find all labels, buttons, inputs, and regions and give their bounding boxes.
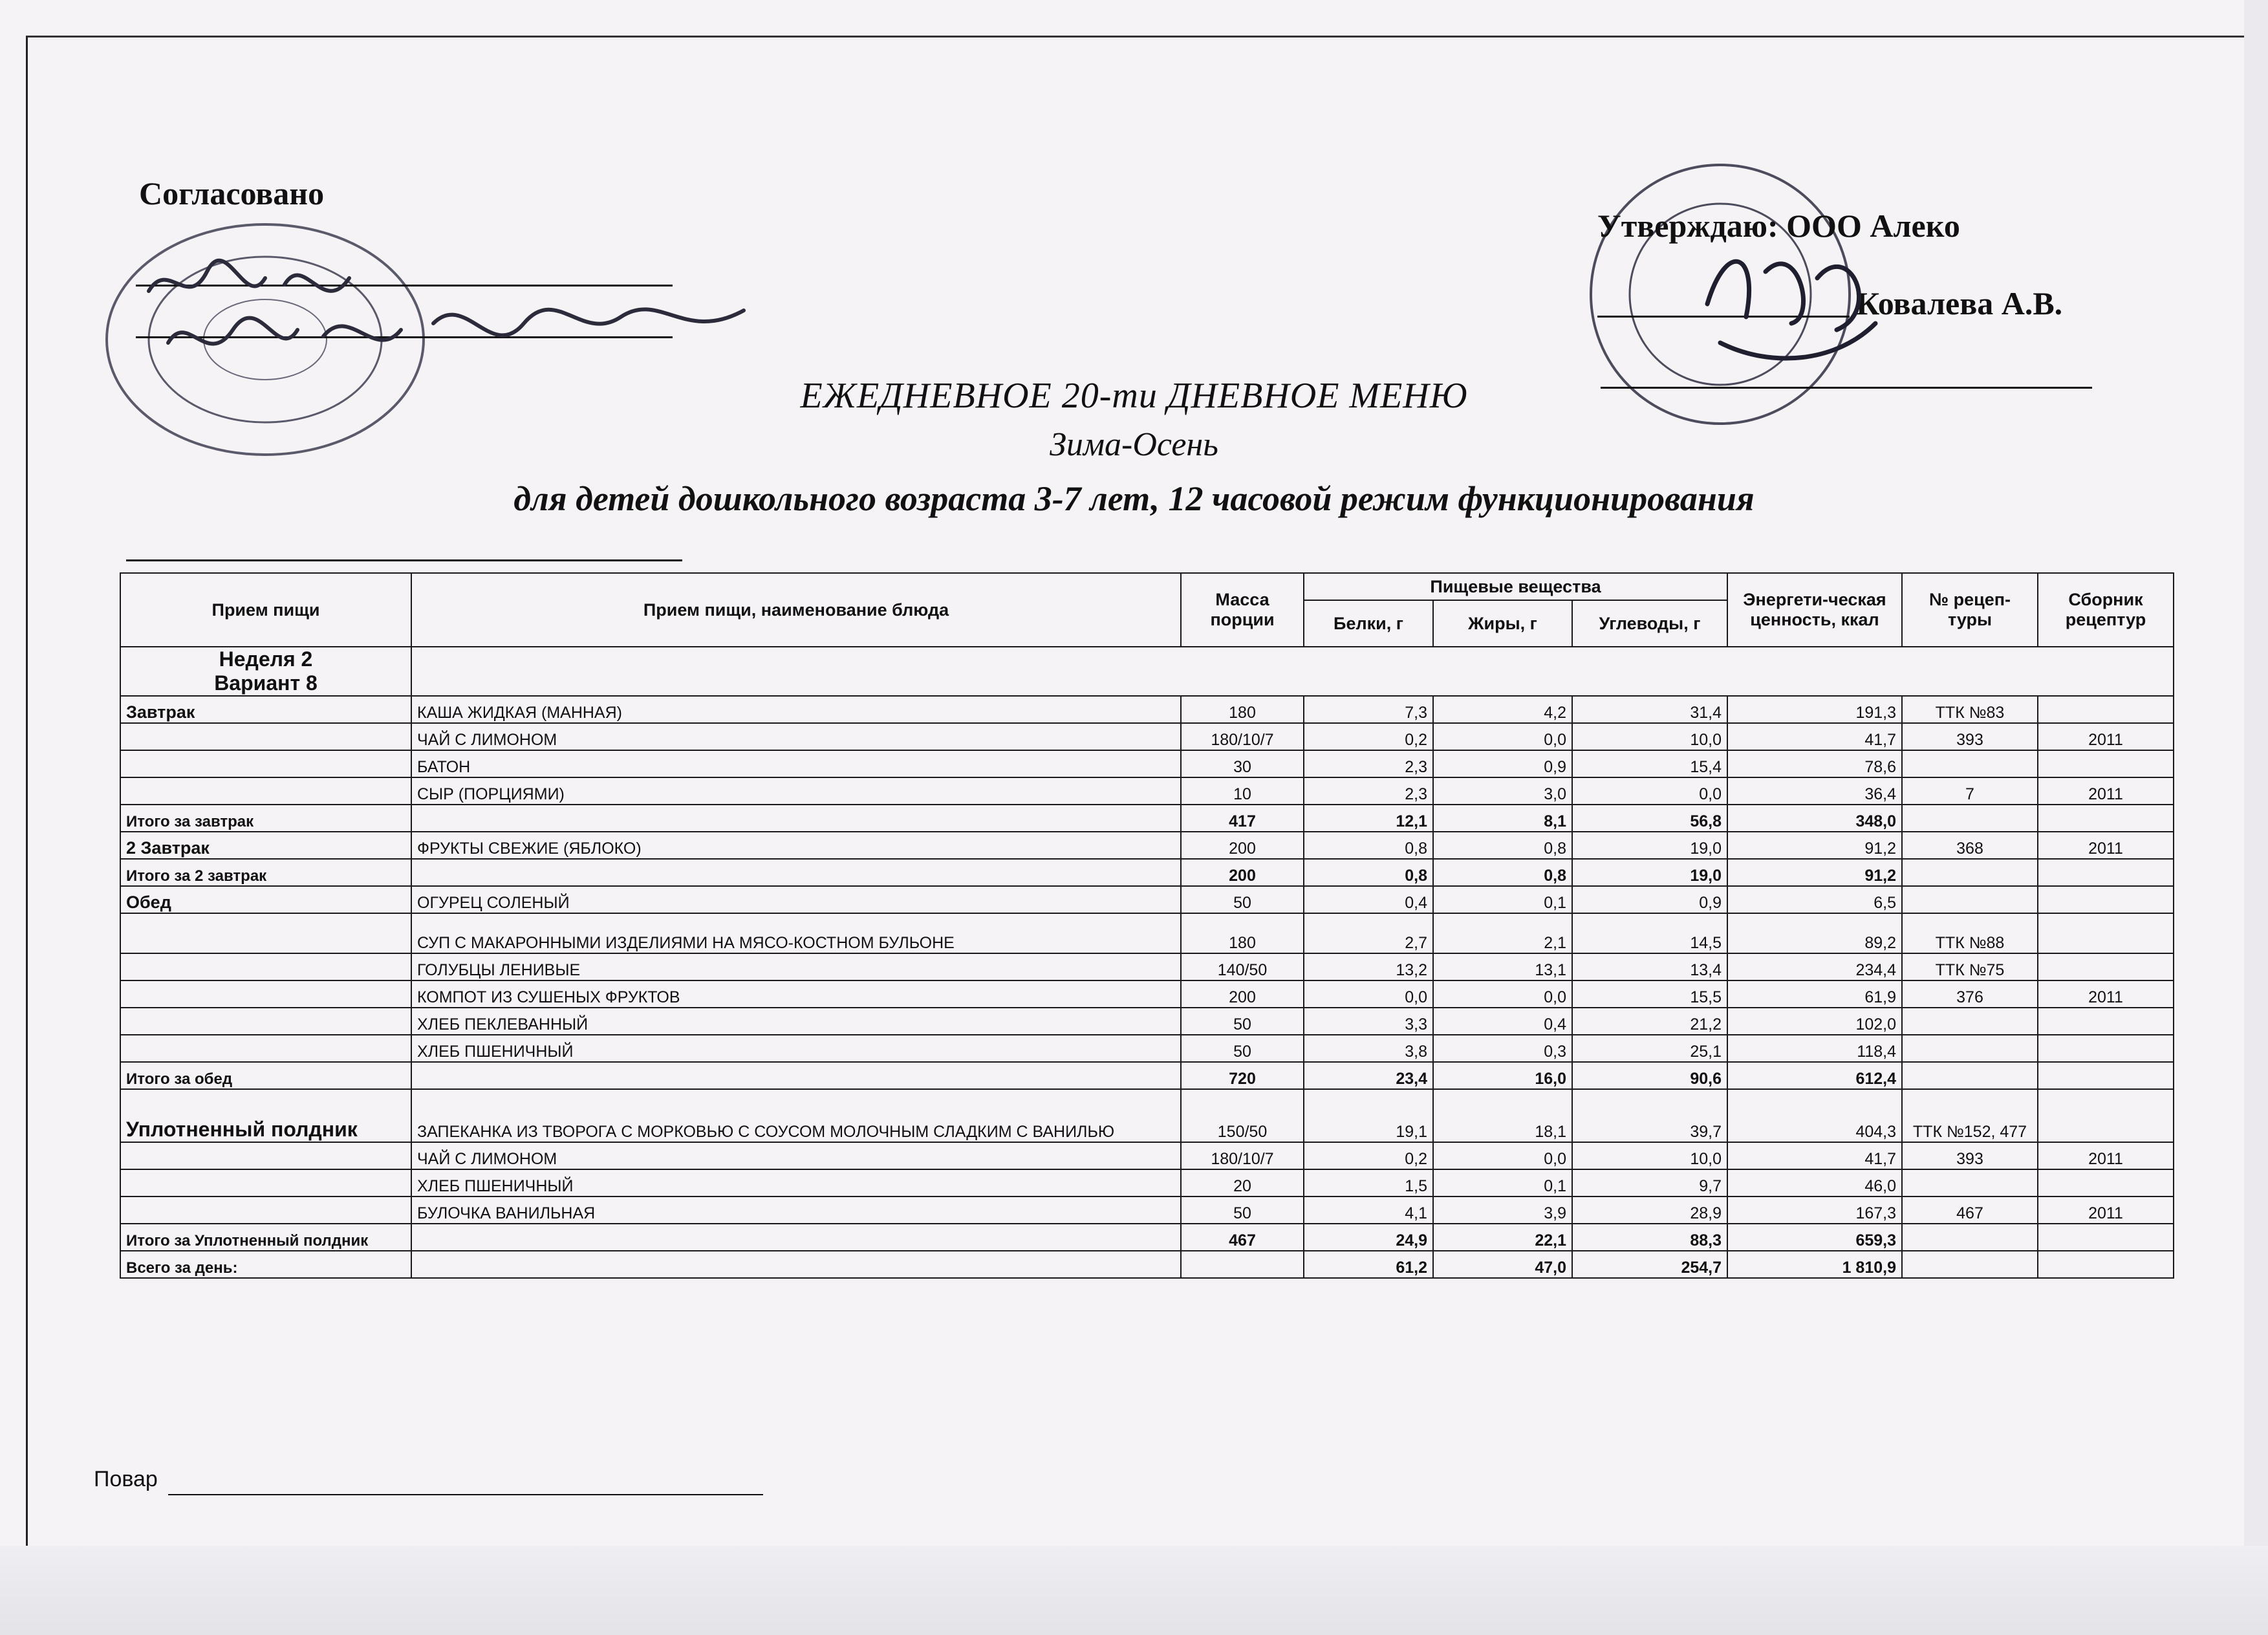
total-fat: 8,1 <box>1433 805 1572 832</box>
total-fat: 0,8 <box>1433 859 1572 886</box>
energy-cell: 46,0 <box>1727 1169 1902 1196</box>
dish-name: ЧАЙ С ЛИМОНОМ <box>411 1142 1181 1169</box>
table-row <box>120 1142 2174 1169</box>
energy-cell: 102,0 <box>1727 1008 1902 1035</box>
total-row <box>120 805 2174 832</box>
total-carbs: 88,3 <box>1572 1224 1727 1251</box>
total-blank <box>1902 1224 2038 1251</box>
mass-cell: 150/50 <box>1181 1089 1304 1142</box>
week-variant-cell <box>120 647 411 696</box>
total-blank <box>1902 805 2038 832</box>
cook-label: Повар <box>94 1467 158 1491</box>
approver-name: Ковалева А.В. <box>1856 285 2063 321</box>
mass-cell: 50 <box>1181 1035 1304 1062</box>
carbs-cell: 0,9 <box>1572 886 1727 913</box>
carbs-cell: 0,0 <box>1572 777 1727 805</box>
energy-cell: 78,6 <box>1727 750 1902 777</box>
protein-cell: 1,5 <box>1304 1169 1433 1196</box>
collection-cell <box>2038 1035 2174 1062</box>
total-mass: 720 <box>1181 1062 1304 1089</box>
protein-cell: 19,1 <box>1304 1089 1433 1142</box>
total-blank <box>411 1224 1181 1251</box>
total-protein: 12,1 <box>1304 805 1433 832</box>
dish-name: СУП С МАКАРОННЫМИ ИЗДЕЛИЯМИ НА МЯСО-КОСТНОМ БУЛЬОНЕ <box>411 913 1181 953</box>
dish-name: КОМПОТ ИЗ СУШЕНЫХ ФРУКТОВ <box>411 980 1181 1008</box>
mass-cell: 10 <box>1181 777 1304 805</box>
total-energy: 659,3 <box>1727 1224 1902 1251</box>
collection-cell: 2011 <box>2038 1142 2174 1169</box>
collection-cell <box>2038 886 2174 913</box>
table-row <box>120 980 2174 1008</box>
table-row <box>120 750 2174 777</box>
meal-blank <box>120 1142 411 1169</box>
day-total-fat: 47,0 <box>1433 1251 1572 1278</box>
collection-cell <box>2038 913 2174 953</box>
variant-label: Вариант 8 <box>214 671 318 695</box>
table-row <box>120 696 2174 723</box>
fat-cell: 3,0 <box>1433 777 1572 805</box>
mass-cell: 180 <box>1181 913 1304 953</box>
total-protein: 23,4 <box>1304 1062 1433 1089</box>
energy-cell: 234,4 <box>1727 953 1902 980</box>
total-blank <box>2038 1224 2174 1251</box>
total-blank <box>1902 1251 2038 1278</box>
header-carbs: Углеводы, г <box>1572 600 1727 647</box>
mass-cell: 50 <box>1181 1196 1304 1224</box>
dish-name: ХЛЕБ ПШЕНИЧНЫЙ <box>411 1035 1181 1062</box>
recipe-cell: 376 <box>1902 980 2038 1008</box>
protein-cell: 0,2 <box>1304 723 1433 750</box>
meal-label: Завтрак <box>120 696 411 723</box>
total-carbs: 90,6 <box>1572 1062 1727 1089</box>
collection-cell: 2011 <box>2038 832 2174 859</box>
total-row <box>120 859 2174 886</box>
collection-cell <box>2038 1008 2174 1035</box>
carbs-cell: 15,5 <box>1572 980 1727 1008</box>
header-recipe: № рецеп-туры <box>1902 573 2038 647</box>
scan-bottom-band <box>0 1546 2268 1635</box>
total-mass: 467 <box>1181 1224 1304 1251</box>
total-carbs: 56,8 <box>1572 805 1727 832</box>
carbs-cell: 31,4 <box>1572 696 1727 723</box>
recipe-cell: ТТК №152, 477 <box>1902 1089 2038 1142</box>
collection-cell: 2011 <box>2038 1196 2174 1224</box>
total-blank <box>411 805 1181 832</box>
header-collection: Сборник рецептур <box>2038 573 2174 647</box>
meal-blank <box>120 777 411 805</box>
dish-name: ГОЛУБЦЫ ЛЕНИВЫЕ <box>411 953 1181 980</box>
header-energy: Энергети-ческая ценность, ккал <box>1727 573 1902 647</box>
meal-blank <box>120 980 411 1008</box>
fat-cell: 0,0 <box>1433 980 1572 1008</box>
collection-cell <box>2038 1169 2174 1196</box>
meal-blank <box>120 723 411 750</box>
meal-blank <box>120 750 411 777</box>
total-blank <box>1902 1062 2038 1089</box>
day-total-label: Всего за день: <box>120 1251 411 1278</box>
fat-cell: 2,1 <box>1433 913 1572 953</box>
meal-blank <box>120 1008 411 1035</box>
carbs-cell: 21,2 <box>1572 1008 1727 1035</box>
protein-cell: 0,4 <box>1304 886 1433 913</box>
protein-cell: 0,8 <box>1304 832 1433 859</box>
energy-cell: 41,7 <box>1727 1142 1902 1169</box>
cook-signature-line <box>168 1494 763 1495</box>
table-row <box>120 1089 2174 1142</box>
week-label: Неделя 2 <box>219 647 313 671</box>
mass-cell: 50 <box>1181 1008 1304 1035</box>
fat-cell: 0,0 <box>1433 1142 1572 1169</box>
carbs-cell: 9,7 <box>1572 1169 1727 1196</box>
total-energy: 612,4 <box>1727 1062 1902 1089</box>
carbs-cell: 15,4 <box>1572 750 1727 777</box>
day-total-energy: 1 810,9 <box>1727 1251 1902 1278</box>
menu-subtitle: для детей дошкольного возраста 3-7 лет, 12 часовой режим функционирования <box>513 479 1755 518</box>
recipe-cell <box>1902 750 2038 777</box>
recipe-cell: ТТК №75 <box>1902 953 2038 980</box>
meal-label: Уплотненный полдник <box>120 1089 411 1142</box>
energy-cell: 91,2 <box>1727 832 1902 859</box>
protein-cell: 4,1 <box>1304 1196 1433 1224</box>
table-row <box>120 886 2174 913</box>
menu-table <box>120 572 2174 1279</box>
dish-name: ХЛЕБ ПШЕНИЧНЫЙ <box>411 1169 1181 1196</box>
carbs-cell: 10,0 <box>1572 1142 1727 1169</box>
mass-cell: 140/50 <box>1181 953 1304 980</box>
recipe-cell: ТТК №88 <box>1902 913 2038 953</box>
mass-cell: 180/10/7 <box>1181 1142 1304 1169</box>
total-blank <box>411 1062 1181 1089</box>
energy-cell: 61,9 <box>1727 980 1902 1008</box>
fat-cell: 0,1 <box>1433 1169 1572 1196</box>
meal-label: Обед <box>120 886 411 913</box>
total-label: Итого за 2 завтрак <box>120 859 411 886</box>
recipe-cell: 393 <box>1902 723 2038 750</box>
dish-name: ЗАПЕКАНКА ИЗ ТВОРОГА С МОРКОВЬЮ С СОУСОМ МОЛОЧНЫМ СЛАДКИМ С ВАНИЛЬЮ <box>411 1089 1181 1142</box>
dish-name: КАША ЖИДКАЯ (МАННАЯ) <box>411 696 1181 723</box>
header-nutrients: Пищевые вещества <box>1304 573 1727 600</box>
recipe-cell <box>1902 886 2038 913</box>
right-handwritten-signature <box>1669 213 1940 382</box>
energy-cell: 118,4 <box>1727 1035 1902 1062</box>
fat-cell: 0,1 <box>1433 886 1572 913</box>
total-label: Итого за Уплотненный полдник <box>120 1224 411 1251</box>
fat-cell: 3,9 <box>1433 1196 1572 1224</box>
fat-cell: 0,3 <box>1433 1035 1572 1062</box>
total-mass: 200 <box>1181 859 1304 886</box>
total-carbs: 19,0 <box>1572 859 1727 886</box>
total-row <box>120 1062 2174 1089</box>
table-row <box>120 723 2174 750</box>
recipe-cell: 467 <box>1902 1196 2038 1224</box>
meal-blank <box>120 1196 411 1224</box>
recipe-cell: 368 <box>1902 832 2038 859</box>
protein-cell: 3,3 <box>1304 1008 1433 1035</box>
menu-season: Зима-Осень <box>1050 426 1218 463</box>
meal-blank <box>120 913 411 953</box>
meal-blank <box>120 953 411 980</box>
total-blank <box>411 859 1181 886</box>
day-total-carbs: 254,7 <box>1572 1251 1727 1278</box>
fat-cell: 0,0 <box>1433 723 1572 750</box>
table-row <box>120 1008 2174 1035</box>
recipe-cell: ТТК №83 <box>1902 696 2038 723</box>
collection-cell <box>2038 696 2174 723</box>
mass-cell: 20 <box>1181 1169 1304 1196</box>
protein-cell: 7,3 <box>1304 696 1433 723</box>
fat-cell: 4,2 <box>1433 696 1572 723</box>
total-energy: 348,0 <box>1727 805 1902 832</box>
meal-label: 2 Завтрак <box>120 832 411 859</box>
energy-cell: 191,3 <box>1727 696 1902 723</box>
collection-cell <box>2038 953 2174 980</box>
total-energy: 91,2 <box>1727 859 1902 886</box>
collection-cell: 2011 <box>2038 980 2174 1008</box>
energy-cell: 6,5 <box>1727 886 1902 913</box>
mass-cell: 180 <box>1181 696 1304 723</box>
total-blank <box>2038 859 2174 886</box>
total-blank <box>1902 859 2038 886</box>
table-row <box>120 953 2174 980</box>
header-dish: Прием пищи, наименование блюда <box>411 573 1181 647</box>
collection-cell: 2011 <box>2038 723 2174 750</box>
agreed-signature-line-3 <box>126 559 682 561</box>
table-row <box>120 1196 2174 1224</box>
total-label: Итого за обед <box>120 1062 411 1089</box>
carbs-cell: 19,0 <box>1572 832 1727 859</box>
mass-cell: 200 <box>1181 832 1304 859</box>
protein-cell: 0,0 <box>1304 980 1433 1008</box>
total-mass: 417 <box>1181 805 1304 832</box>
meal-blank <box>120 1035 411 1062</box>
collection-cell: 2011 <box>2038 777 2174 805</box>
mass-cell: 50 <box>1181 886 1304 913</box>
header-mass: Масса порции <box>1181 573 1304 647</box>
mass-cell: 30 <box>1181 750 1304 777</box>
table-row <box>120 832 2174 859</box>
dish-name: ФРУКТЫ СВЕЖИЕ (ЯБЛОКО) <box>411 832 1181 859</box>
meal-blank <box>120 1169 411 1196</box>
fat-cell: 0,8 <box>1433 832 1572 859</box>
energy-cell: 36,4 <box>1727 777 1902 805</box>
energy-cell: 89,2 <box>1727 913 1902 953</box>
protein-cell: 2,3 <box>1304 750 1433 777</box>
collection-cell <box>2038 1089 2174 1142</box>
fat-cell: 13,1 <box>1433 953 1572 980</box>
protein-cell: 2,7 <box>1304 913 1433 953</box>
total-row <box>120 1224 2174 1251</box>
agreed-label: Согласовано <box>139 175 325 211</box>
fat-cell: 0,4 <box>1433 1008 1572 1035</box>
carbs-cell: 14,5 <box>1572 913 1727 953</box>
carbs-cell: 13,4 <box>1572 953 1727 980</box>
table-row <box>120 1035 2174 1062</box>
scan-margin <box>2244 0 2268 1635</box>
total-fat: 16,0 <box>1433 1062 1572 1089</box>
table-row <box>120 913 2174 953</box>
menu-title: ЕЖЕДНЕВНОЕ 20-ти ДНЕВНОЕ МЕНЮ <box>800 376 1468 416</box>
total-blank <box>2038 1251 2174 1278</box>
mass-cell: 200 <box>1181 980 1304 1008</box>
total-blank <box>2038 805 2174 832</box>
protein-cell: 3,8 <box>1304 1035 1433 1062</box>
week-blank-cell <box>411 647 2174 696</box>
recipe-cell <box>1902 1008 2038 1035</box>
total-fat: 22,1 <box>1433 1224 1572 1251</box>
recipe-cell: 393 <box>1902 1142 2038 1169</box>
dish-name: ХЛЕБ ПЕКЛЕВАННЫЙ <box>411 1008 1181 1035</box>
approved-label: Утверждаю: ООО Алеко <box>1597 208 1960 244</box>
recipe-cell <box>1902 1035 2038 1062</box>
carbs-cell: 28,9 <box>1572 1196 1727 1224</box>
energy-cell: 41,7 <box>1727 723 1902 750</box>
mass-cell: 180/10/7 <box>1181 723 1304 750</box>
dish-name: ЧАЙ С ЛИМОНОМ <box>411 723 1181 750</box>
total-blank <box>2038 1062 2174 1089</box>
total-label: Итого за завтрак <box>120 805 411 832</box>
collection-cell <box>2038 750 2174 777</box>
protein-cell: 2,3 <box>1304 777 1433 805</box>
day-total-protein: 61,2 <box>1304 1251 1433 1278</box>
header-protein: Белки, г <box>1304 600 1433 647</box>
recipe-cell: 7 <box>1902 777 2038 805</box>
table-row <box>120 1169 2174 1196</box>
protein-cell: 13,2 <box>1304 953 1433 980</box>
header-meal: Прием пищи <box>120 573 411 647</box>
table-row <box>120 777 2174 805</box>
total-blank <box>411 1251 1181 1278</box>
day-total-row <box>120 1251 2174 1278</box>
total-blank <box>1181 1251 1304 1278</box>
total-protein: 0,8 <box>1304 859 1433 886</box>
total-protein: 24,9 <box>1304 1224 1433 1251</box>
carbs-cell: 39,7 <box>1572 1089 1727 1142</box>
energy-cell: 404,3 <box>1727 1089 1902 1142</box>
carbs-cell: 10,0 <box>1572 723 1727 750</box>
dish-name: СЫР (ПОРЦИЯМИ) <box>411 777 1181 805</box>
protein-cell: 0,2 <box>1304 1142 1433 1169</box>
energy-cell: 167,3 <box>1727 1196 1902 1224</box>
header-fat: Жиры, г <box>1433 600 1572 647</box>
carbs-cell: 25,1 <box>1572 1035 1727 1062</box>
fat-cell: 18,1 <box>1433 1089 1572 1142</box>
fat-cell: 0,9 <box>1433 750 1572 777</box>
dish-name: БУЛОЧКА ВАНИЛЬНАЯ <box>411 1196 1181 1224</box>
dish-name: ОГУРЕЦ СОЛЕНЫЙ <box>411 886 1181 913</box>
recipe-cell <box>1902 1169 2038 1196</box>
dish-name: БАТОН <box>411 750 1181 777</box>
